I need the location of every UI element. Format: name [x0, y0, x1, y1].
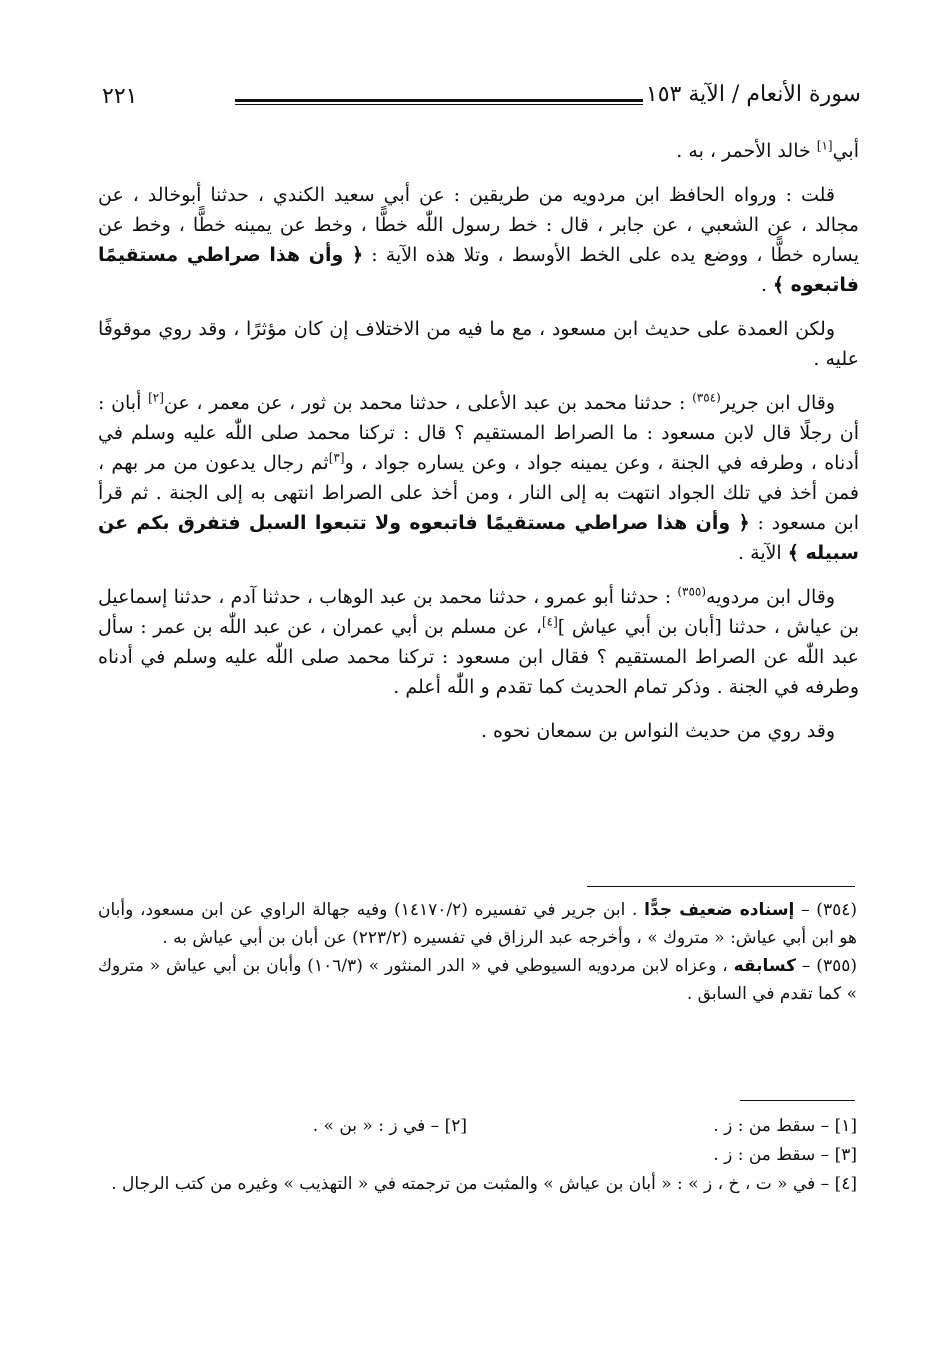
variant-row — [98, 1112, 857, 1141]
text-run: أبي — [832, 140, 859, 162]
footnote-rule — [587, 886, 855, 887]
paragraph-5 — [98, 582, 859, 702]
variant-4: [٤] – في « ت ، خ ، ز » : « أبان بن عياش » والمثبت من ترجمته في « التهذيب » وغيره من كتب الرجال . — [111, 1174, 857, 1194]
footnote-355 — [98, 952, 857, 1008]
paragraph-3: ولكن العمدة على حديث ابن مسعود ، مع ما فيه من الاختلاف إن كان مؤثرًا ، وقد روي موقوفًا عليه . — [98, 318, 859, 370]
footnote-grading: كسابقه — [733, 956, 797, 976]
paragraph-1 — [98, 136, 859, 166]
text-run: وقال ابن جرير — [720, 392, 835, 414]
text-run: قلت : ورواه الحافظ ابن مردويه من طريقين : عن أبي سعيد الكندي ، حدثنا أبوخالد ، عن مجالد ، عن الشعبي ، عن جابر ، قال : خط رسول اللّٰه خطًّا ، وخط عن يمينه خطًّا ، وخط عن يساره خطًّا ، ووضع يده على الخط الأوسط ، وتلا هذه الآية : — [98, 184, 859, 266]
footnote-ref: (٣٥٥) — [677, 584, 707, 599]
footnote-text: . ابن جرير في تفسيره (١٤١٧٠/٢) وفيه جهالة الراوي عن ابن مسعود، وأبان هو ابن أبي عياش: « متروك » ، وأخرجه عبد الرزاق في تفسيره (٢٢٣/٢) عن أبان بن أبي عياش به . — [98, 900, 857, 948]
manuscript-variants — [98, 1112, 857, 1199]
variant-ref: [٤] — [541, 614, 558, 629]
quranic-verse: ﴿ وأن هذا صراطي مستقيمًا فاتبعوه ولا تتبعوا السبل فتفرق بكم عن سبيله ﴾ — [98, 512, 859, 564]
text-run: ثم رجال يدعون من مر بهم ، فمن أخذ في تلك الجواد انتهت به إلى النار ، ومن أخذ على الصراط انتهى به إلى الجنة . ثم قرأ ابن مسعود : — [98, 452, 859, 534]
text-run: ، عن مسلم بن أبي عمران ، عن عبد اللّٰه بن عمر : سأل عبد اللّٰه عن الصراط المستقيم ؟ فقال ابن مسعود : تركنا محمد صلى اللّٰه عليه وسلم في أدناه وطرفه في الجنة . وذكر تمام الحديث كما تقدم و اللّٰه أعلم . — [98, 616, 859, 698]
quranic-verse: ﴿ وأن هذا صراطي مستقيمًا فاتبعوه ﴾ — [98, 244, 859, 296]
header-rule — [235, 99, 643, 102]
variant-ref: [٢] — [148, 390, 164, 405]
variant-2: [٢] – في ز : « بن » . — [312, 1116, 467, 1136]
text-run: أبان : أن رجلًا قال لابن مسعود : ما الصراط المستقيم ؟ قال : تركنا محمد صلى اللّٰه عليه وسلم في أدناه ، وطرفه في الجنة ، وعن يمينه جواد ، وعن يساره جواد ، و — [98, 392, 859, 474]
page-number: ٢٢١ — [102, 84, 138, 109]
footnote-ref: (٣٥٤) — [692, 390, 721, 405]
main-text — [98, 136, 859, 760]
variant-ref: [١] — [816, 138, 833, 153]
text-run: : حدثنا أبو عمرو ، حدثنا محمد بن عبد الوهاب ، حدثنا آدم ، حدثنا إسماعيل بن عياش ، حدثنا [أبان بن أبي عياش ] — [98, 586, 859, 638]
footnote-number: (٣٥٥) – — [796, 956, 857, 976]
text-run: : حدثنا محمد بن عبد الأعلى ، حدثنا محمد بن ثور ، عن معمر ، عن — [163, 392, 693, 414]
variant-rule — [740, 1100, 855, 1101]
footnote-grading: إسناده ضعيف جدًّا — [644, 900, 795, 920]
footnotes — [98, 896, 857, 1008]
text-run: خالد الأحمر ، به . — [676, 140, 817, 162]
text-run: . — [760, 274, 773, 296]
running-header — [92, 82, 861, 118]
paragraph-4 — [98, 388, 859, 568]
variant-ref: [٣] — [328, 450, 345, 465]
footnote-354 — [98, 896, 857, 952]
variant-3: [٣] – سقط من : ز . — [713, 1145, 857, 1165]
paragraph-2 — [98, 180, 859, 300]
variant-1: [١] – سقط من : ز . — [713, 1116, 857, 1136]
text-run: وقال ابن مردويه — [706, 586, 835, 608]
running-title: سورة الأنعام / الآية ١٥٣ — [645, 82, 861, 107]
paragraph-6: وقد روي من حديث النواس بن سمعان نحوه . — [480, 720, 835, 742]
footnote-text: ، وعزاه لابن مردويه السيوطي في « الدر المنثور » (١٠٦/٣) وأبان بن أبي عياش « متروك » كما تقدم في السابق . — [98, 956, 857, 1004]
footnote-number: (٣٥٤) – — [794, 900, 857, 920]
text-run: الآية . — [738, 542, 788, 564]
